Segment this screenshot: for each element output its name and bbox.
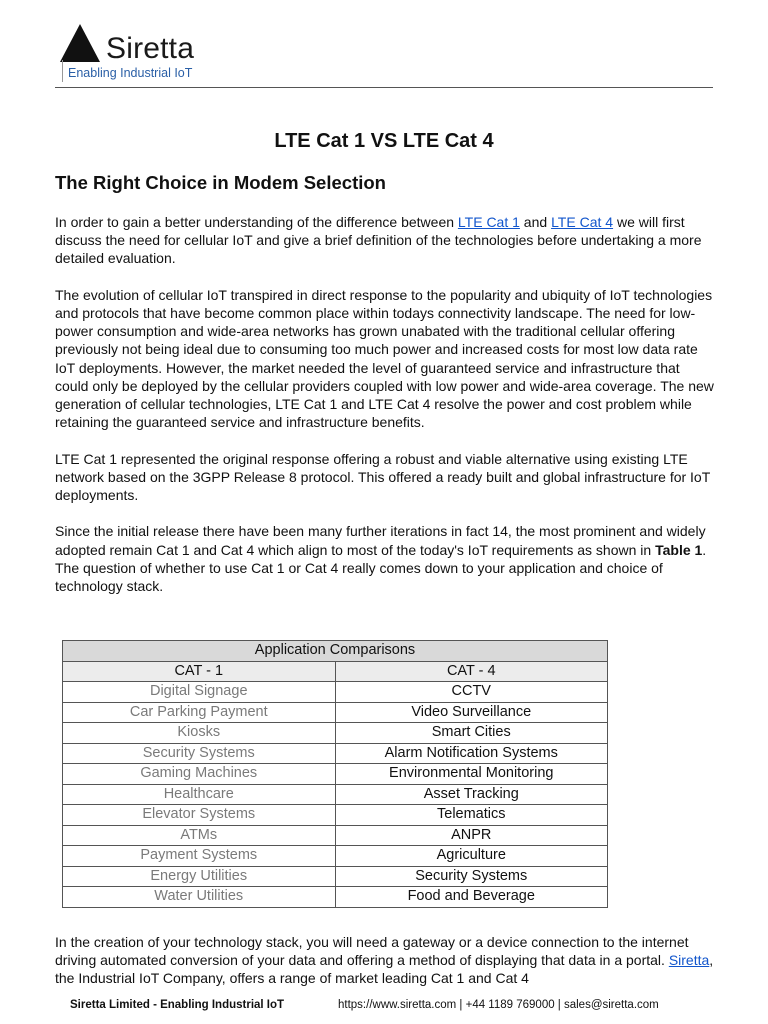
document-body (55, 213, 715, 613)
cat4-application-cell: Telematics (335, 805, 608, 826)
intro-text-end: we will first discuss the need for cellular IoT and give a brief definition of the technologies before undertaking a more detailed evaluation. (55, 214, 702, 267)
closing-text-start: In the creation of your technology stack, you will need a gateway or a device connection to the internet driving automated conversion of your data and offering a method of displaying that data in a portal. (55, 934, 689, 969)
document-subtitle: The Right Choice in Modem Selection (55, 172, 386, 193)
cat1-application-cell: Elevator Systems (63, 805, 336, 826)
iterations-text-start: Since the initial release there have been many further iterations in fact 14, the most prominent and widely adopted remain Cat 1 and Cat 4 which align to most of the today's IoT requirements as shown in (55, 523, 706, 558)
iterations-paragraph (55, 522, 715, 595)
table-caption: Application Comparisons (63, 641, 608, 662)
cat4-application-cell: Smart Cities (335, 723, 608, 744)
cat1-application-cell: Water Utilities (63, 887, 336, 908)
table-row (63, 866, 608, 887)
cat1-application-cell: Payment Systems (63, 846, 336, 867)
cat4-application-cell: Alarm Notification Systems (335, 743, 608, 764)
table-row (63, 702, 608, 723)
cat1-application-cell: ATMs (63, 825, 336, 846)
cat1-application-cell: Car Parking Payment (63, 702, 336, 723)
cat4-application-cell: Security Systems (335, 866, 608, 887)
column-header-cat4: CAT - 4 (335, 661, 608, 682)
evolution-paragraph: The evolution of cellular IoT transpired in direct response to the popularity and ubiquity of IoT technologies and protocols that have become common place within todays connectivity landscape. The need for low-power consumption and wide-area networks has grown unabated with the traditional cellular offering previously not being ideal due to consuming too much power and increased costs for most low data rate IoT deployments. However, the market needed the level of guaranteed service and infrastructure that could only be deployed by the cellular providers coupled with low power and wide-area coverage. The new generation of cellular technologies, LTE Cat 1 and LTE Cat 4 resolve the power and cost problem while retaining the guaranteed service and infrastructure benefits. (55, 286, 714, 431)
footer-company: Siretta Limited - Enabling Industrial IoT (70, 999, 285, 1011)
siretta-logo (60, 22, 195, 65)
footer-contact: https://www.siretta.com | +44 1189 769000 | sales@siretta.com (338, 999, 659, 1011)
table-row (63, 764, 608, 785)
table-row (63, 784, 608, 805)
siretta-link[interactable]: Siretta (668, 952, 710, 969)
cat1-application-cell: Energy Utilities (63, 866, 336, 887)
logo-tagline: Enabling Industrial IoT (68, 66, 193, 80)
closing-text-end: , the Industrial IoT Company, offers a range of market leading Cat 1 and Cat 4 (55, 952, 714, 987)
document-title: LTE Cat 1 VS LTE Cat 4 (274, 130, 494, 152)
closing-paragraph (55, 933, 715, 988)
intro-text-start: In order to gain a better understanding of the difference between (55, 214, 458, 230)
table-reference: Table 1 (655, 541, 703, 558)
column-header-cat1: CAT - 1 (63, 661, 336, 682)
cat1-application-cell: Gaming Machines (63, 764, 336, 785)
intro-paragraph (55, 213, 715, 268)
intro-text-mid: and (519, 214, 552, 230)
logo-divider (62, 60, 63, 82)
cat4-application-cell: Food and Beverage (335, 887, 608, 908)
cat1-paragraph: LTE Cat 1 represented the original response offering a robust and viable alternative using existing LTE network based on the 3GPP Release 8 protocol. This offered a ready built and global infrastructure for IoT deployments. (55, 450, 711, 504)
lte-cat-1-link[interactable]: LTE Cat 1 (457, 214, 520, 230)
table-row (63, 825, 608, 846)
cat1-application-cell: Kiosks (63, 723, 336, 744)
lte-cat-4-link[interactable]: LTE Cat 4 (551, 214, 614, 230)
cat1-application-cell: Security Systems (63, 743, 336, 764)
cat1-application-cell: Healthcare (63, 784, 336, 805)
cat4-application-cell: ANPR (335, 825, 608, 846)
header-rule (55, 87, 713, 88)
table-row (63, 723, 608, 744)
cat4-application-cell: Environmental Monitoring (335, 764, 608, 785)
cat4-application-cell: Video Surveillance (335, 702, 608, 723)
table-row (63, 682, 608, 703)
cat4-application-cell: CCTV (335, 682, 608, 703)
table-row (63, 846, 608, 867)
mountain-logo-icon (60, 22, 100, 64)
cat1-application-cell: Digital Signage (63, 682, 336, 703)
cat4-application-cell: Agriculture (335, 846, 608, 867)
iterations-text-end: . The question of whether to use Cat 1 or Cat 4 really comes down to your application and choice of technology stack. (55, 541, 707, 595)
application-comparisons-table (62, 640, 608, 908)
table-row (63, 887, 608, 908)
table-row (63, 805, 608, 826)
table-row (63, 743, 608, 764)
cat4-application-cell: Asset Tracking (335, 784, 608, 805)
logo-name: Siretta (106, 32, 195, 65)
